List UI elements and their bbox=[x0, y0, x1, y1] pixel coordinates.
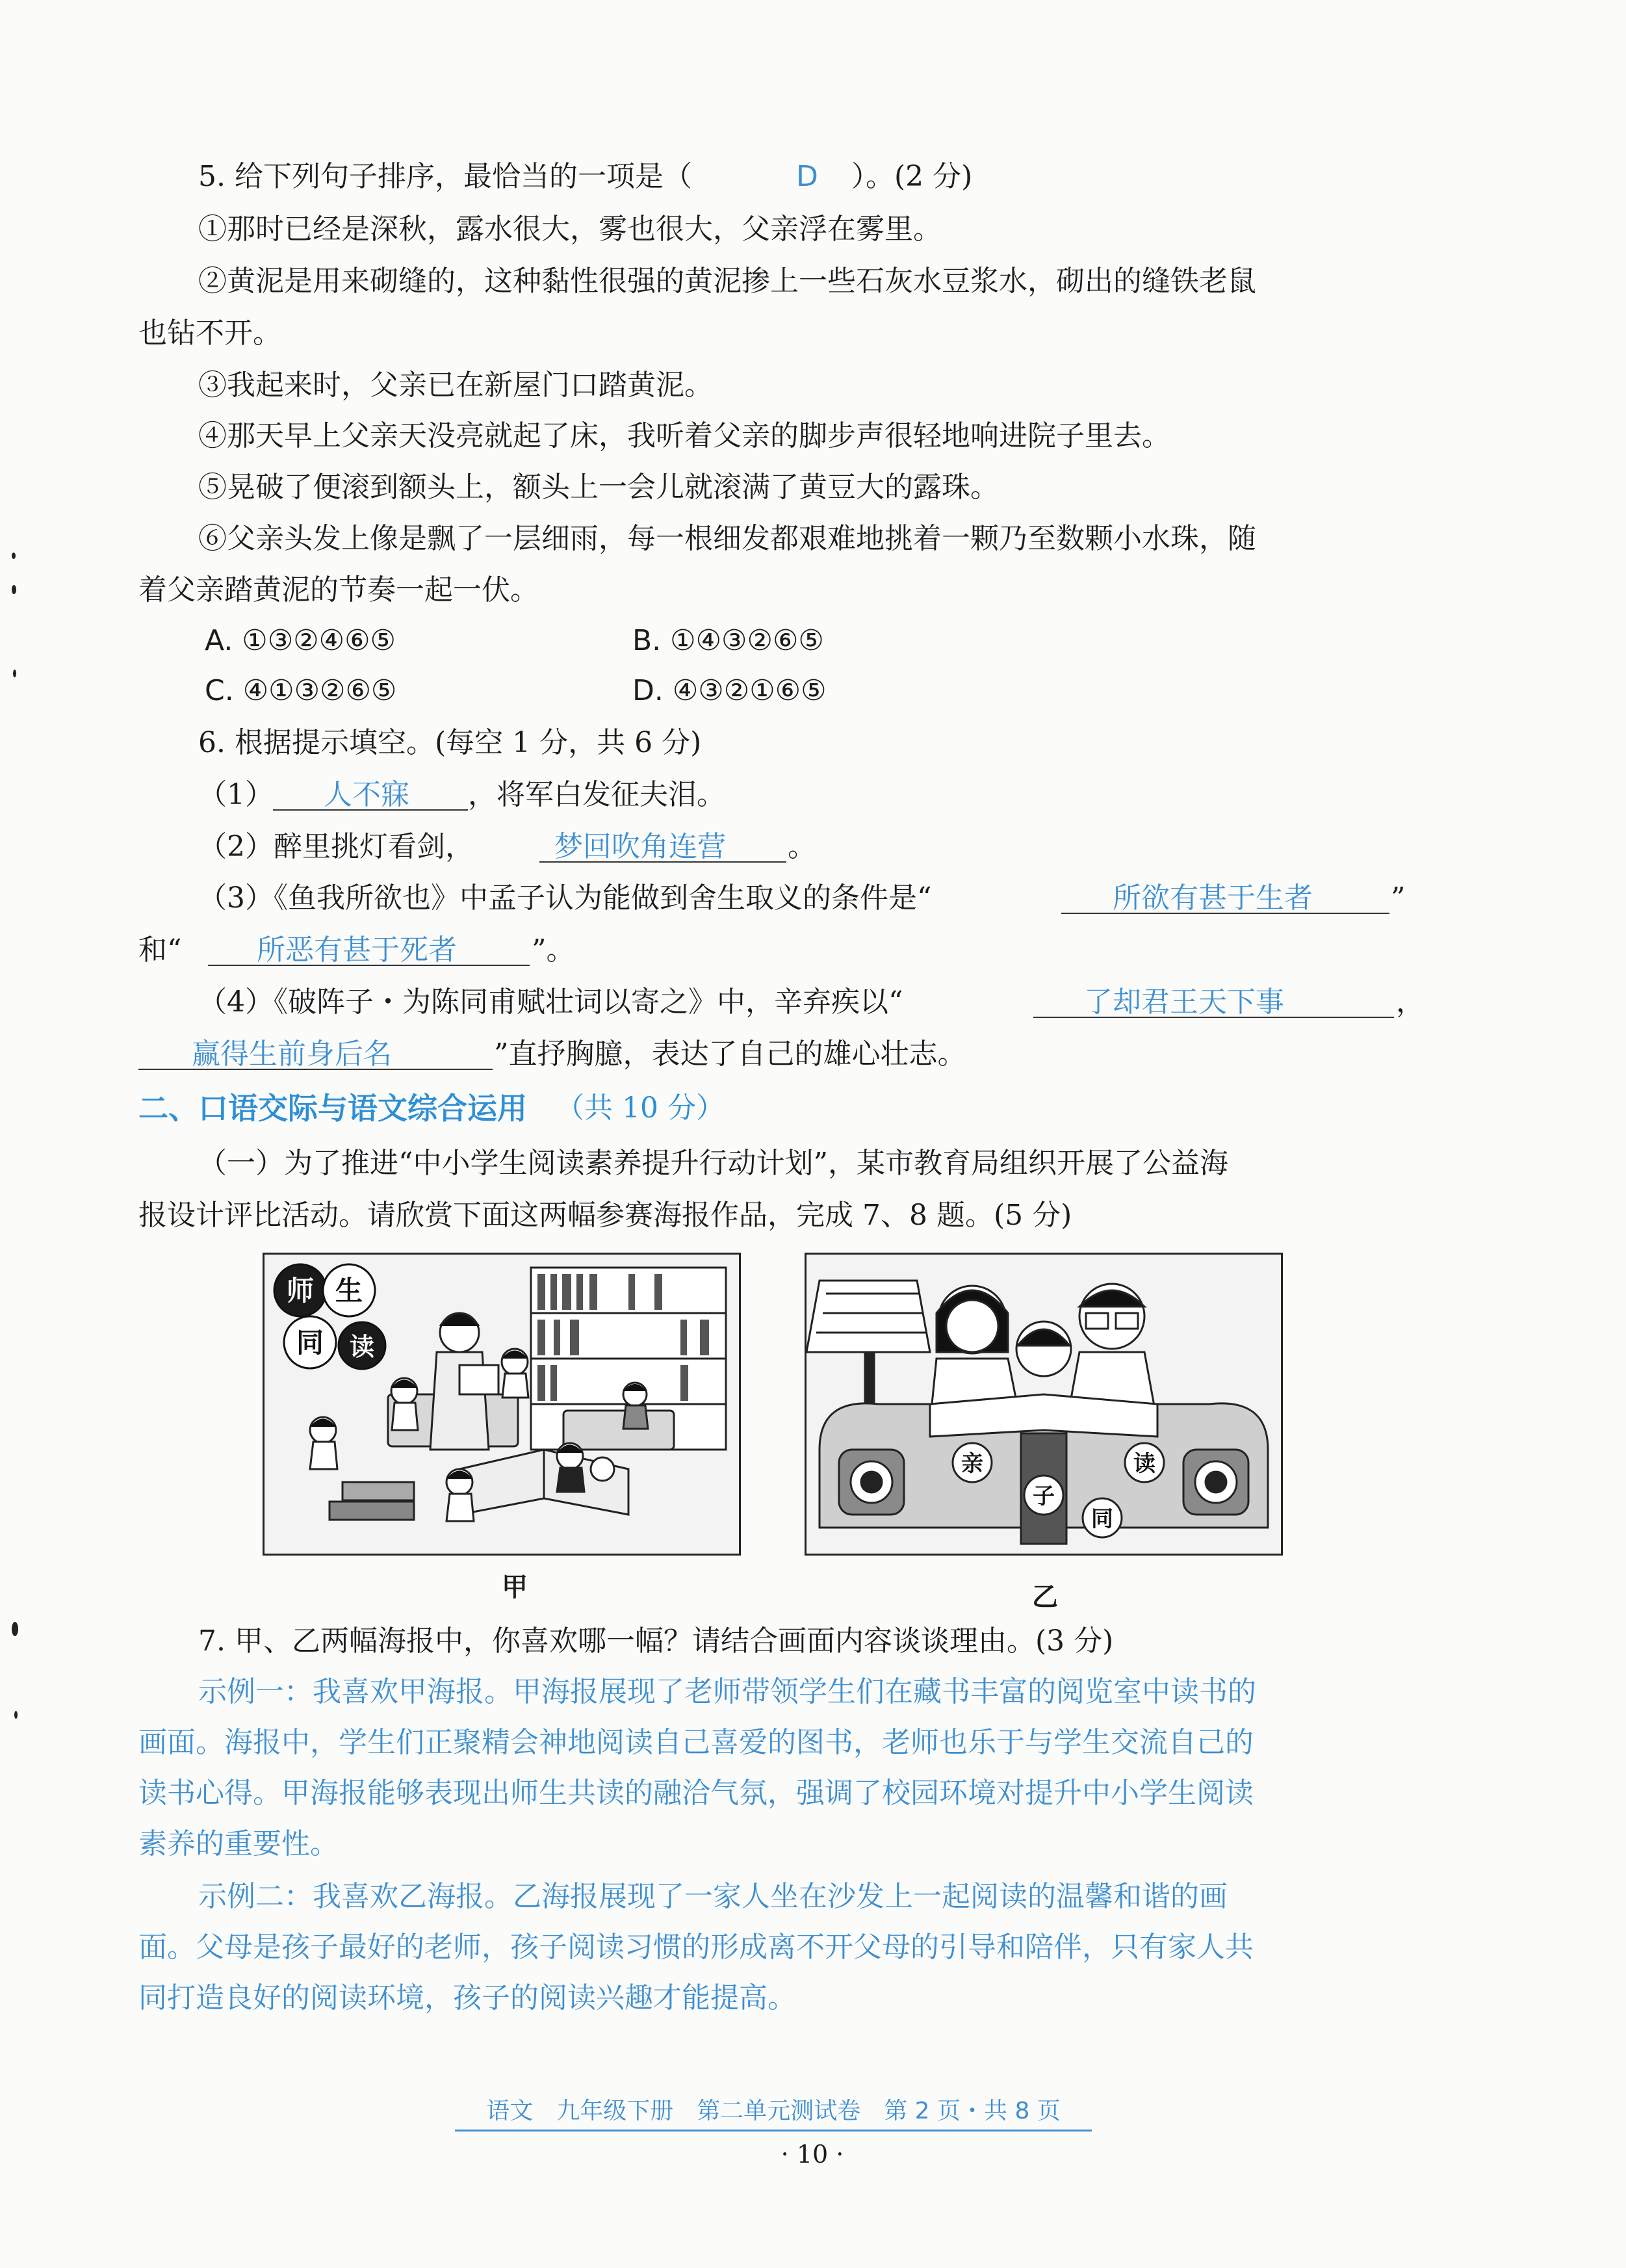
q5-options-cd bbox=[0, 665, 1626, 717]
q5-stem bbox=[0, 151, 1626, 203]
option-c: C. ④①③②⑥⑤ bbox=[205, 674, 397, 707]
q6-item-1: （1） 人不寐 ，将军白发征夫泪。 bbox=[0, 769, 1626, 821]
q6-stem: 6. 根据提示填空。(每空 1 分，共 6 分) bbox=[198, 726, 702, 759]
q6-item-4: （4）《破阵子・为陈同甫赋壮词以寄之》中，辛弃疾以“ 了却君王天下事 ， bbox=[0, 976, 1626, 1028]
q5-sentence-5: ⑤晃破了便滚到额头上，额头上一会儿就滚满了黄豆大的露珠。 bbox=[198, 471, 999, 504]
section-2-heading bbox=[0, 1082, 1626, 1134]
q5-sentence-6-cont: 着父亲踏黄泥的节奏一起一伏。 bbox=[138, 573, 539, 606]
q5-sentence-2-cont: 也钻不开。 bbox=[138, 317, 281, 350]
poster-yi-illustration bbox=[807, 1255, 1281, 1554]
q7-answer-2-line-1: 示例二：我喜欢乙海报。乙海报展现了一家人坐在沙发上一起阅读的温馨和谐的画 bbox=[198, 1880, 1228, 1913]
q5-sentence-1: ①那时已经是深秋，露水很大，雾也很大，父亲浮在雾里。 bbox=[198, 213, 942, 246]
q6-answer-1: 人不寐 bbox=[324, 778, 409, 811]
poster-jia-title-3: 同 bbox=[296, 1327, 324, 1359]
poster-yi-caption: 乙 bbox=[1032, 1582, 1058, 1612]
q6-item-3-cont: 和“ 所恶有甚于死者 ”。 bbox=[0, 924, 1626, 976]
option-a: A. ①③②④⑥⑤ bbox=[205, 624, 396, 657]
q5-sentence-6: ⑥父亲头发上像是飘了一层细雨，每一根细发都艰难地挑着一颗乃至数颗小水珠，随 bbox=[198, 522, 1256, 555]
q6-item-4-cont: 赢得生前身后名 ”直抒胸臆，表达了自己的雄心壮志。 bbox=[0, 1028, 1626, 1080]
q6-answer-4b: 赢得生前身后名 bbox=[192, 1037, 392, 1071]
q5-sentence-3: ③我起来时，父亲已在新屋门口踏黄泥。 bbox=[198, 369, 713, 402]
q7-stem: 7. 甲、乙两幅海报中，你喜欢哪一幅？请结合画面内容谈谈理由。(3 分) bbox=[198, 1624, 1114, 1658]
section-2-intro: （一）为了推进“中小学生阅读素养提升行动计划”，某市教育局组织开展了公益海 bbox=[198, 1147, 1228, 1180]
poster-jia bbox=[263, 1253, 741, 1556]
poster-yi-word-4: 读 bbox=[1133, 1451, 1155, 1477]
q6-answer-3b: 所恶有甚于死者 bbox=[257, 933, 457, 967]
poster-jia-title-2: 生 bbox=[335, 1275, 363, 1307]
q6-answer-2: 梦回吹角连营 bbox=[554, 830, 726, 863]
q7-answer-2-line-2: 面。父母是孩子最好的老师，孩子阅读习惯的形成离不开父母的引导和陪伴，只有家人共 bbox=[138, 1931, 1254, 1964]
section-score: （共 10 分） bbox=[556, 1091, 725, 1125]
q7-answer-1-line-2: 画面。海报中，学生们正聚精会神地阅读自己喜爱的图书，老师也乐于与学生交流自己的 bbox=[138, 1726, 1254, 1759]
q7-answer-1-line-3: 读书心得。甲海报能够表现出师生共读的融洽气氛，强调了校园环境对提升中小学生阅读 bbox=[138, 1777, 1254, 1810]
section-title: 二、口语交际与语文综合运用 bbox=[138, 1091, 527, 1126]
poster-yi-word-1: 亲 bbox=[961, 1451, 983, 1477]
q5-answer: D bbox=[796, 160, 818, 193]
q6-item-2: （2）醉里挑灯看剑， 梦回吹角连营 。 bbox=[0, 821, 1626, 873]
q6-item-3: （3）《鱼我所欲也》中孟子认为能做到舍生取义的条件是“ 所欲有甚于生者 ” bbox=[0, 872, 1626, 924]
option-b: B. ①④③②⑥⑤ bbox=[632, 624, 824, 657]
section-2-intro-cont: 报设计评比活动。请欣赏下面这两幅参赛海报作品，完成 7、8 题。(5 分) bbox=[138, 1199, 1072, 1232]
poster-jia-illustration bbox=[265, 1255, 739, 1554]
q7-answer-2-line-3: 同打造良好的阅读环境，孩子的阅读兴趣才能提高。 bbox=[138, 1981, 796, 2014]
page-number: · 10 · bbox=[781, 2140, 844, 2169]
q7-answer-1-line-4: 素养的重要性。 bbox=[138, 1827, 339, 1860]
poster-yi-word-3: 同 bbox=[1091, 1506, 1113, 1532]
poster-yi bbox=[805, 1253, 1283, 1556]
option-d: D. ④③②①⑥⑤ bbox=[632, 674, 827, 707]
q5-sentence-2: ②黄泥是用来砌缝的，这种黏性很强的黄泥掺上一些石灰水豆浆水，砌出的缝铁老鼠 bbox=[198, 265, 1256, 298]
q6-answer-4a: 了却君王天下事 bbox=[1084, 985, 1284, 1019]
q5-options-ab bbox=[0, 615, 1626, 667]
q5-sentence-4: ④那天早上父亲天没亮就起了床，我听着父亲的脚步声很轻地响进院子里去。 bbox=[198, 419, 1170, 452]
poster-jia-title-4: 读 bbox=[349, 1333, 375, 1361]
page-footer: 语文 九年级下册 第二单元测试卷 第 2 页・共 8 页 bbox=[455, 2093, 1092, 2131]
poster-jia-title-1: 师 bbox=[286, 1275, 315, 1307]
poster-jia-caption: 甲 bbox=[502, 1572, 528, 1602]
q5-stem-text: 5. 给下列句子排序，最恰当的一项是（ bbox=[198, 160, 692, 193]
q6-answer-3a: 所欲有甚于生者 bbox=[1113, 881, 1313, 915]
q7-answer-1-line-1: 示例一：我喜欢甲海报。甲海报展现了老师带领学生们在藏书丰富的阅览室中读书的 bbox=[198, 1675, 1256, 1708]
q5-score: ）。(2 分) bbox=[851, 160, 973, 193]
poster-yi-word-2: 子 bbox=[1033, 1483, 1055, 1509]
